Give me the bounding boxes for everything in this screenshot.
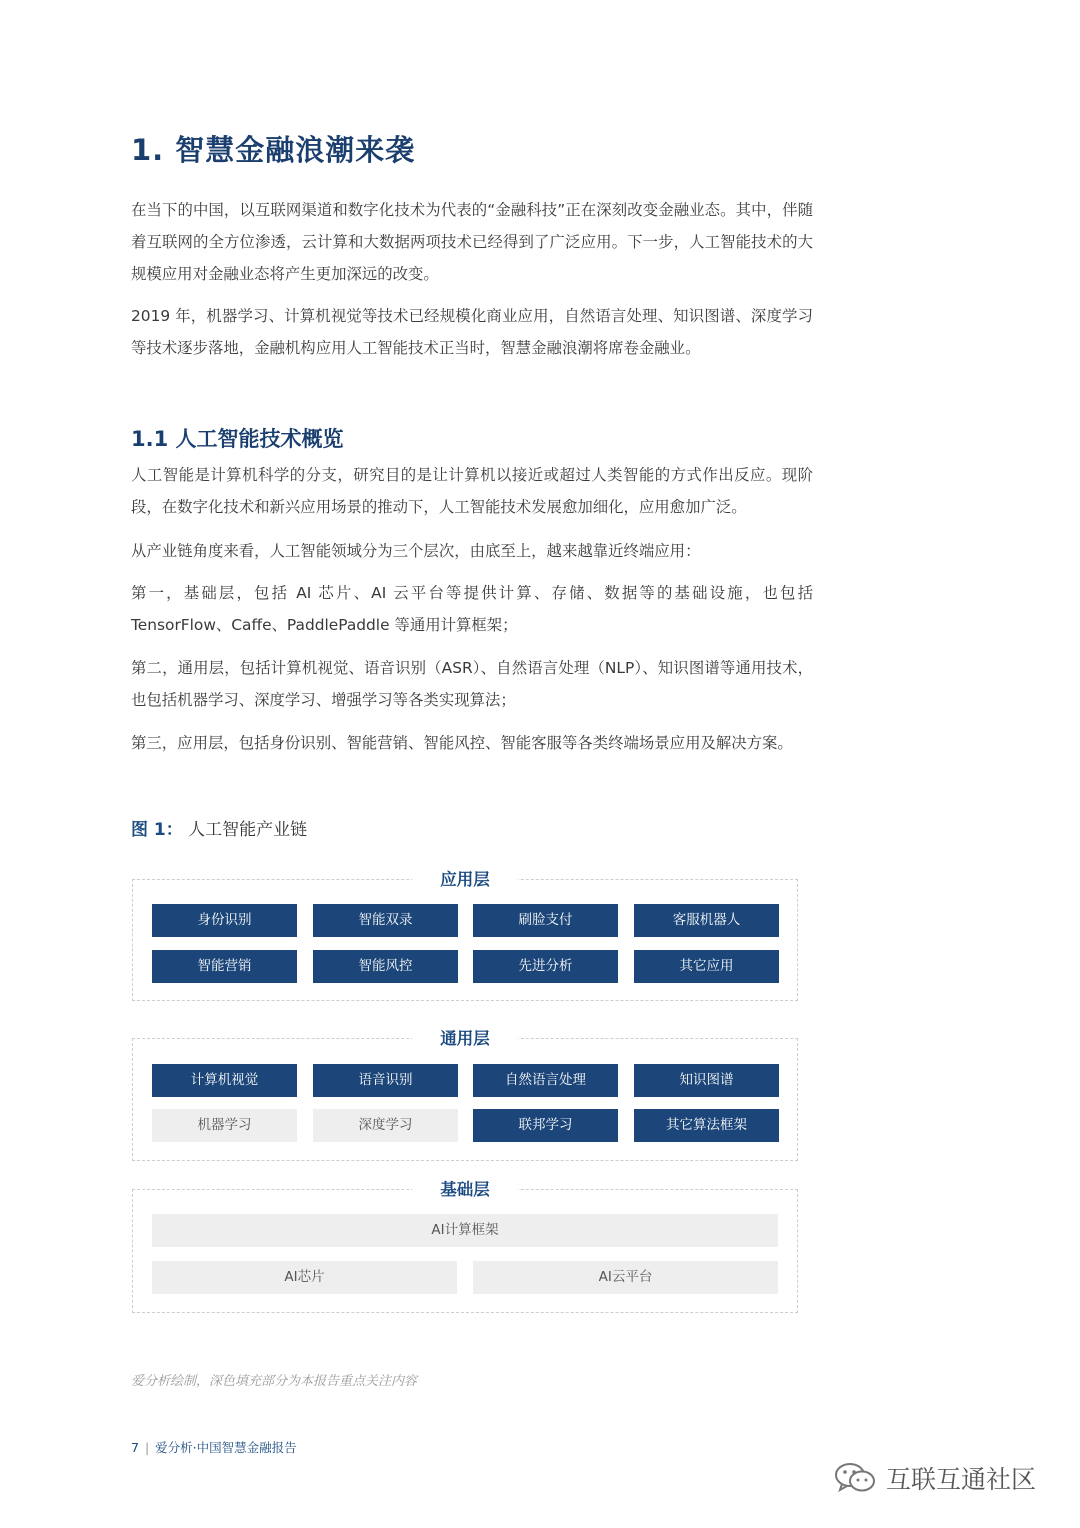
chip-smart-risk: 智能风控 <box>313 950 458 983</box>
chip-smart-marketing: 智能营销 <box>152 950 297 983</box>
chip-computer-vision: 计算机视觉 <box>152 1064 297 1097</box>
application-layer-title: 应用层 <box>412 866 518 890</box>
subsection-paragraph-4: 第二，通用层，包括计算机视觉、语音识别（ASR）、自然语言处理（NLP）、知识图谱等通用技术，也包括机器学习、深度学习、增强学习等各类实现算法； <box>131 659 813 709</box>
base-layer-title: 基础层 <box>412 1176 518 1200</box>
subsection-paragraph-1: 人工智能是计算机科学的分支，研究目的是让计算机以接近或超过人类智能的方式作出反应。现阶段，在数字化技术和新兴应用场景的推动下，人工智能技术发展愈加细化，应用愈加广泛。 <box>131 466 813 516</box>
chip-ai-framework: AI计算框架 <box>152 1214 778 1247</box>
chip-dual-record: 智能双录 <box>313 904 458 937</box>
chip-deep-learning: 深度学习 <box>313 1109 458 1142</box>
report-title: 爱分析·中国智慧金融报告 <box>155 1440 297 1455</box>
watermark-text: 互联互通社区 <box>886 1465 1037 1494</box>
watermark <box>834 1460 1036 1496</box>
page-number: 7 <box>131 1440 139 1455</box>
chip-identity: 身份识别 <box>152 904 297 937</box>
subsection-paragraph-5: 第三，应用层，包括身份识别、智能营销、智能风控、智能客服等各类终端场景应用及解决方案。 <box>131 734 793 752</box>
chip-federated-learning: 联邦学习 <box>473 1109 618 1142</box>
chip-nlp: 自然语言处理 <box>473 1064 618 1097</box>
chip-face-pay: 刷脸支付 <box>473 904 618 937</box>
figure-caption: 人工智能产业链 <box>188 820 308 840</box>
footer-separator: | <box>144 1440 150 1455</box>
page-footer <box>131 1438 297 1456</box>
subsection-paragraph-2: 从产业链角度来看，人工智能领域分为三个层次，由底至上，越来越靠近终端应用： <box>131 542 701 560</box>
figure-source-note: 爱分析绘制，深色填充部分为本报告重点关注内容 <box>131 1374 418 1389</box>
chip-ai-cloud: AI云平台 <box>473 1261 778 1294</box>
chip-machine-learning: 机器学习 <box>152 1109 297 1142</box>
general-layer-title: 通用层 <box>412 1025 518 1049</box>
chip-knowledge-graph: 知识图谱 <box>634 1064 779 1097</box>
subsection-paragraph-3: 第一，基础层，包括 AI 芯片、AI 云平台等提供计算、存储、数据等的基础设施，也包括TensorFlow、Caffe、PaddlePaddle 等通用计算框架； <box>131 584 813 634</box>
subsection-title: 1.1 人工智能技术概览 <box>131 427 344 451</box>
general-layer-box <box>132 1029 798 1161</box>
chip-other-frameworks: 其它算法框架 <box>634 1109 779 1142</box>
figure-number: 图 1： <box>131 820 183 840</box>
section-title: 1. 智慧金融浪潮来袭 <box>131 133 416 167</box>
section-paragraph-2: 2019 年，机器学习、计算机视觉等技术已经规模化商业应用，自然语言处理、知识图谱、深度学习等技术逐步落地，金融机构应用人工智能技术正当时，智慧金融浪潮将席卷金融业。 <box>131 307 813 357</box>
chip-ai-chip: AI芯片 <box>152 1261 457 1294</box>
chip-advanced-analytics: 先进分析 <box>473 950 618 983</box>
application-layer-box <box>132 870 798 1001</box>
section-paragraph-1: 在当下的中国，以互联网渠道和数字化技术为代表的“金融科技”正在深刻改变金融业态。其中，伴随着互联网的全方位渗透，云计算和大数据两项技术已经得到了广泛应用。下一步，人工智能技术的大规模应用对金融业态将产生更加深远的改变。 <box>131 201 813 283</box>
figure-title <box>131 815 307 840</box>
base-layer-box <box>132 1180 798 1313</box>
chip-service-robot: 客服机器人 <box>634 904 779 937</box>
wechat-icon <box>834 1460 878 1496</box>
chip-other-apps: 其它应用 <box>634 950 779 983</box>
chip-speech-recognition: 语音识别 <box>313 1064 458 1097</box>
